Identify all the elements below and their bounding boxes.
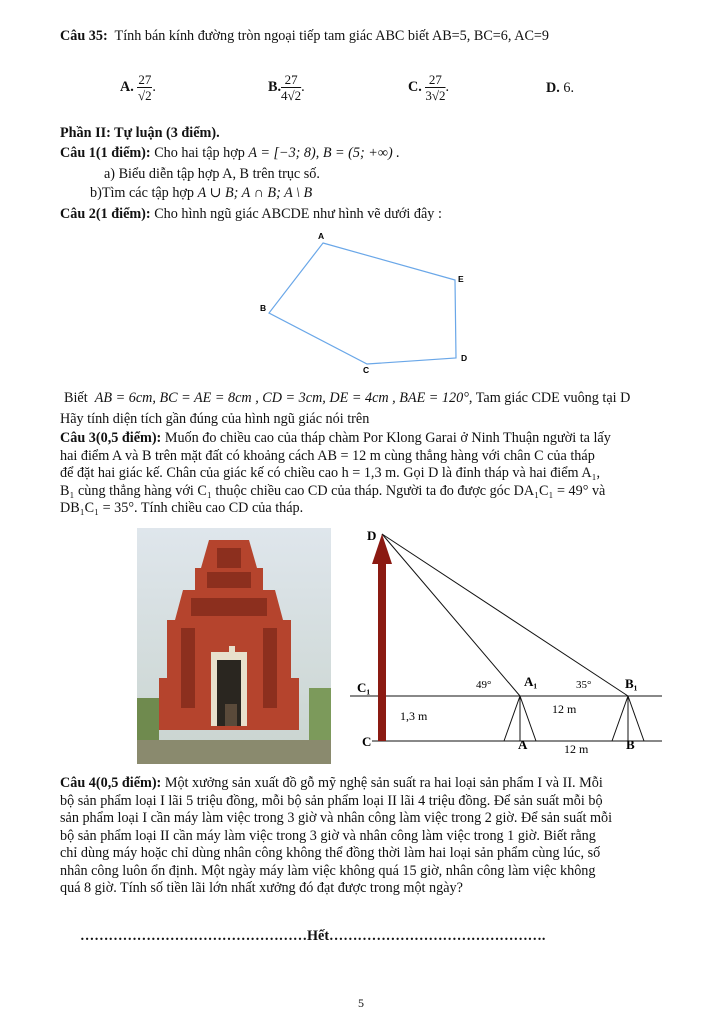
point-a1-label: A₁ bbox=[524, 674, 538, 689]
q2-given: Biết AB = 6cm, BC = AE = 8cm , CD = 3cm, DE = 4cm , BAE = 120°, Tam giác CDE vuông tại D bbox=[64, 390, 631, 406]
line-d-a1 bbox=[382, 534, 520, 696]
q1-line: Câu 1(1 điểm): Cho hai tập hợp A = [−3; 8), B = (5; +∞) . bbox=[60, 145, 400, 161]
vertex-a-label: A bbox=[318, 231, 325, 241]
line-d-b1 bbox=[382, 534, 628, 696]
tower-arrow bbox=[372, 534, 392, 741]
fraction: $\frac{27}{3√2}$ bbox=[425, 72, 446, 103]
q35-line bbox=[60, 27, 549, 45]
q35-option-d: D. 6. bbox=[546, 80, 574, 96]
tower-photo bbox=[137, 528, 331, 764]
vertex-c-label: C bbox=[363, 365, 370, 375]
pentagon-figure bbox=[255, 228, 485, 378]
angle-49-label: 49° bbox=[476, 679, 492, 691]
q35-text: Tính bán kính đường tròn ngoại tiếp tam giác ABC biết AB=5, BC=6, AC=9 bbox=[114, 28, 550, 44]
pentagon-shape bbox=[269, 243, 456, 364]
q1-math: A = [−3; 8), B = (5; +∞) . bbox=[248, 145, 400, 161]
point-a-label: A bbox=[518, 737, 528, 752]
end-marker: …………………………………………Hết………………………………………. bbox=[80, 928, 546, 944]
upper-distance-label: 12 m bbox=[552, 702, 577, 716]
page-number: 5 bbox=[358, 996, 364, 1010]
vertex-b-label: B bbox=[260, 303, 267, 313]
fraction: $\frac{27}{4√2}$ bbox=[281, 72, 302, 103]
q1-part-a: a) Biểu diễn tập hợp A, B trên trục số. bbox=[104, 166, 320, 182]
fraction: $\frac{27}{√2}$ bbox=[138, 72, 152, 103]
q4-label: Câu 4(0,5 điểm): bbox=[60, 775, 162, 791]
q35-option-c: C. $\frac{27}{3√2}$ . bbox=[408, 72, 450, 103]
q35-option-b: B. $\frac{27}{4√2}$ . bbox=[268, 72, 305, 103]
part2-title: Phần II: Tự luận (3 điểm). bbox=[60, 125, 220, 141]
angle-bae: BAE = 120° bbox=[399, 390, 469, 406]
q2-task: Hãy tính diện tích gần đúng của hình ngũ giác nói trên bbox=[60, 411, 370, 427]
q35-label: Câu 35: bbox=[60, 28, 108, 44]
point-b1-label: B₁ bbox=[625, 676, 638, 691]
q2-label: Câu 2(1 điểm): bbox=[60, 206, 151, 222]
q3-paragraph: Câu 3(0,5 điểm): Muốn đo chiều cao của tháp chàm Por Klong Garai ở Ninh Thuận người ta lấy hai điểm A và B trên mặt đất có khoảng cách AB = 12 m cùng thẳng hàng với chân C của tháp để đặt hai giác kế. Chân của giác kế có chiều cao h = 1,3 m. Gọi D là đỉnh tháp và hai điểm A₁, B₁ cùng thẳng hàng với C₁ thuộc chiều cao CD của tháp. Người ta đo được góc DA₁C₁ = 49° và DB₁C₁ = 35°. Tính chiều cao CD của tháp. bbox=[60, 430, 611, 516]
q2-line: Câu 2(1 điểm): Cho hình ngũ giác ABCDE như hình vẽ dưới đây : bbox=[60, 206, 442, 222]
lower-distance-label: 12 m bbox=[564, 742, 589, 756]
q1-label: Câu 1(1 điểm): bbox=[60, 145, 151, 161]
point-c-label: C bbox=[362, 734, 372, 749]
q1-part-b: b)Tìm các tập hợp A ∪ B; A ∩ B; A \ B bbox=[90, 185, 313, 201]
point-c1-label: C₁ bbox=[357, 680, 371, 695]
q3-label: Câu 3(0,5 điểm): bbox=[60, 430, 162, 446]
point-d-label: D bbox=[367, 528, 377, 543]
angle-35-label: 35° bbox=[576, 679, 592, 691]
q4-paragraph: Câu 4(0,5 điểm): Một xưởng sản xuất đồ gỗ mỹ nghệ sản suất ra hai loại sản phẩm I và II. Mỗi bộ sản phẩm loại I lãi 5 triệu đồng, mỗi bộ sản phẩm loại II lãi 4 triệu đồng. Để sản suất mỗi bộ sản phẩm loại I cần máy làm việc trong 3 giờ và nhân công làm việc trong 2 giờ. Để sản suất mỗi bộ sản phẩm loại II cần máy làm việc trong 3 giờ và nhân công làm việc trong 1 giờ. Biết rằng chỉ dùng máy hoặc chỉ dùng nhân công không thể đồng thời làm hai loại sản phẩm cùng lúc, số nhân công luôn ổn định. Một ngày máy làm việc không quá 15 giờ, nhân công làm việc không quá 8 giờ. Tính số tiền lãi lớn nhất xưởng đó đạt được trong một ngày? bbox=[60, 775, 613, 896]
height-diagram bbox=[350, 526, 662, 756]
q35-option-a: A. $\frac{27}{√2}$ . bbox=[120, 72, 156, 103]
point-b-label: B bbox=[626, 737, 635, 752]
vertex-e-label: E bbox=[458, 274, 464, 284]
height-label: 1,3 m bbox=[400, 709, 428, 723]
vertex-d-label: D bbox=[461, 353, 468, 363]
